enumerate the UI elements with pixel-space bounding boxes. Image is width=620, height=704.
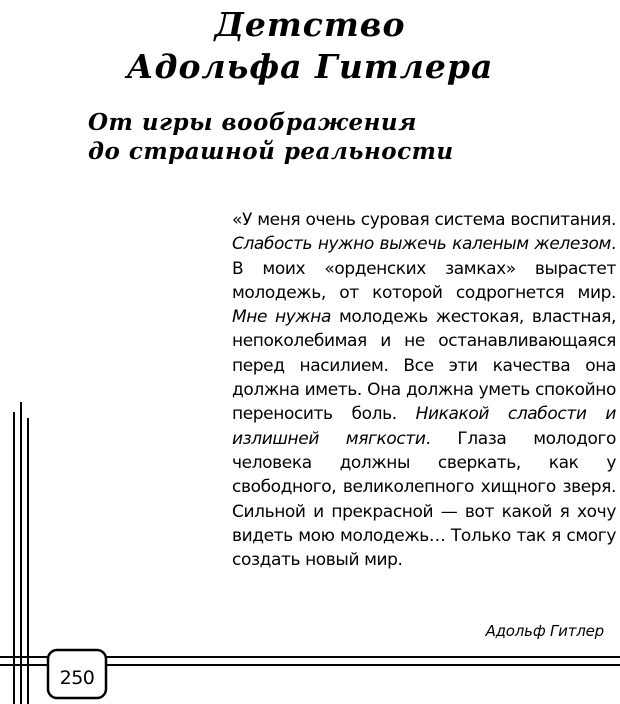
ornament-lines — [0, 402, 620, 704]
quote-text: молодежь жестокая, властная, непоколебимая и не останавливающаяся перед насилием. Все эти качества она должна иметь. Она должна уметь спокойно переносить боль. — [232, 307, 616, 425]
quote-text: «У меня очень суровая система воспитания. — [232, 210, 616, 230]
chapter-subtitle-line-2: до страшной реальности — [88, 138, 454, 165]
quote-text-italic: Никакой слабости и излишней мягкости — [232, 404, 617, 449]
chapter-title-line-1: Детство — [214, 5, 406, 44]
chapter-subtitle-line-1: От игры воображения — [88, 109, 417, 136]
quote-text: . Глаза молодого человека должны сверкать, как у свободного, великолепного хищного зверя. Сильной и прекрасной — вот какой я хочу видеть мою молодежь… Только так я смогу создать новый мир. — [232, 428, 617, 571]
quote-text-italic: Мне нужна — [232, 307, 332, 328]
quote-text-italic: Слабость нужно выжечь каленым железом — [232, 234, 611, 255]
quote-author: Адольф Гитлер — [485, 622, 604, 640]
quote-text: . В моих «орденских замках» вырастет молодежь, от которой содрогнется мир. — [232, 234, 616, 303]
chapter-title-line-2: Адольфа Гитлера — [126, 47, 494, 86]
page-number: 250 — [59, 667, 95, 689]
